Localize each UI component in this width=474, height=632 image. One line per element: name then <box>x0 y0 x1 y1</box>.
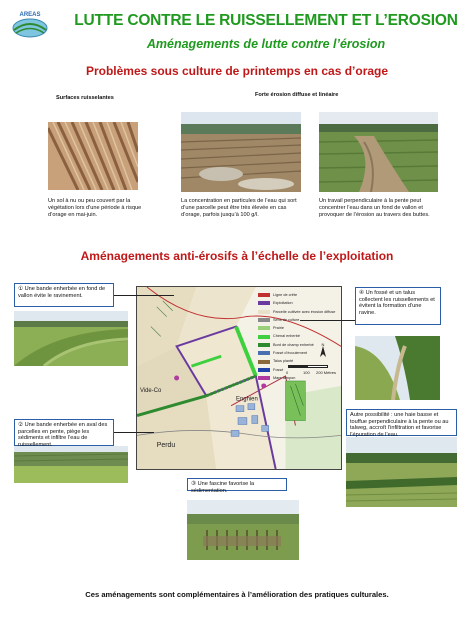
amenagements-heading: Aménagements anti-érosifs à l’échelle de l’exploitation <box>80 249 394 263</box>
photo-grass-strip-valley <box>14 311 128 366</box>
map-label-vide: Vide-Co <box>139 387 162 394</box>
poster-subtitle: Aménagements de lutte contre l’érosion <box>146 37 386 51</box>
photo-hedge <box>346 437 457 507</box>
map-legend <box>258 291 340 382</box>
legend-swatch <box>258 318 270 322</box>
legend-label: Ligne de crête <box>273 293 298 297</box>
photo-gully <box>319 112 438 192</box>
caption-concentration: La concentration en particules de l’eau qui sort d’une parcelle peut être très élevée en cas d’orage, parfois jusqu’à 100 g/l. <box>181 198 297 218</box>
legend-label: Exploitation <box>273 301 293 306</box>
photo-bare-soil <box>48 122 138 190</box>
map-label-perdu: Perdu <box>156 442 176 450</box>
legend-label: Mare tampon <box>273 375 296 380</box>
callout-3-fascine: ③ Une fascine favorise la sédimentation. <box>187 478 287 491</box>
legend-swatch <box>258 293 270 297</box>
legend-label: Bord de champ enherbé <box>273 342 314 347</box>
scale-mid: 100 <box>303 370 310 375</box>
legend-item <box>258 324 340 332</box>
legend-swatch <box>258 376 270 380</box>
legend-label: Fossé <box>273 367 284 372</box>
areas-logo <box>10 8 50 42</box>
photo-grass-strip-downhill <box>14 446 128 483</box>
callout-4-ditch: ④ Un fossé et un talus collectent les ruissellements et évitent la formation d’une ravine. <box>355 287 441 325</box>
svg-text:AREAS: AREAS <box>19 12 41 18</box>
legend-item <box>258 291 340 299</box>
legend-item <box>258 374 340 382</box>
callout-1-grass-valley: ① Une bande enherbée en fond de vallon évite le ravinement. <box>14 283 114 307</box>
photo-muddy-field <box>181 112 301 192</box>
caption-bare-soil: Un sol à nu ou peu couvert par la végétation lors d’une période à risque d’orage en mai-juin. <box>48 198 142 218</box>
callout-hedge: Autre possibilité : une haie basse et touffue perpendiculaire à la pente ou au talweg, accroît l’infiltration et favorise l’épuration de l’eau. <box>346 409 457 436</box>
scale-end: 200 Mètres <box>316 370 337 375</box>
legend-item <box>258 332 340 340</box>
caption-perpendicular: Un travail perpendiculaire à la pente peut concentrer l’eau dans un fond de vallon et provoquer de l’érosion au travers des buttes. <box>319 198 430 218</box>
callout-2-grass-downhill: ② Une bande enherbée en aval des parcelles en pente, piège les sédiments et infiltre l’eau de ruissellement. <box>14 419 114 446</box>
scale-start: 0 <box>286 370 289 375</box>
legend-label: Parcelle cultivée avec érosion diffuse <box>273 309 336 314</box>
legend-label: Chenal enherbé <box>273 334 301 339</box>
map-label-enghien: Enghien <box>236 396 258 403</box>
svg-text:N: N <box>321 343 325 347</box>
photo-ditch-bank <box>355 336 440 400</box>
legend-label: Sens de culture <box>273 317 300 322</box>
legend-label: Prairie <box>273 326 284 331</box>
legend-item <box>258 308 340 316</box>
legend-swatch <box>258 326 270 330</box>
problems-heading: Problèmes sous culture de printemps en cas d’orage <box>85 64 389 78</box>
arrow-2 <box>114 432 154 433</box>
legend-swatch <box>258 310 270 314</box>
label-surfaces: Surfaces ruisselantes <box>56 95 114 101</box>
poster-title: LUTTE CONTRE LE RUISSELLEMENT ET L’EROSION <box>74 12 458 29</box>
legend-swatch <box>258 351 270 355</box>
legend-swatch <box>258 335 270 339</box>
legend-swatch <box>258 368 270 372</box>
label-erosion: Forte érosion diffuse et linéaire <box>255 92 339 98</box>
legend-swatch <box>258 360 270 364</box>
arrow-1 <box>114 295 174 296</box>
photo-fascine <box>187 500 299 560</box>
map-scale-bar <box>288 365 328 368</box>
arrow-4 <box>300 320 355 321</box>
north-arrow-icon <box>318 343 328 359</box>
legend-label: Talus planté <box>273 359 294 364</box>
legend-item <box>258 299 340 307</box>
legend-swatch <box>258 301 270 305</box>
legend-label: Fossé d’écoulement <box>273 351 307 356</box>
footer-note: Ces aménagements sont complémentaires à l’amélioration des pratiques culturales. <box>85 590 389 599</box>
legend-swatch <box>258 343 270 347</box>
